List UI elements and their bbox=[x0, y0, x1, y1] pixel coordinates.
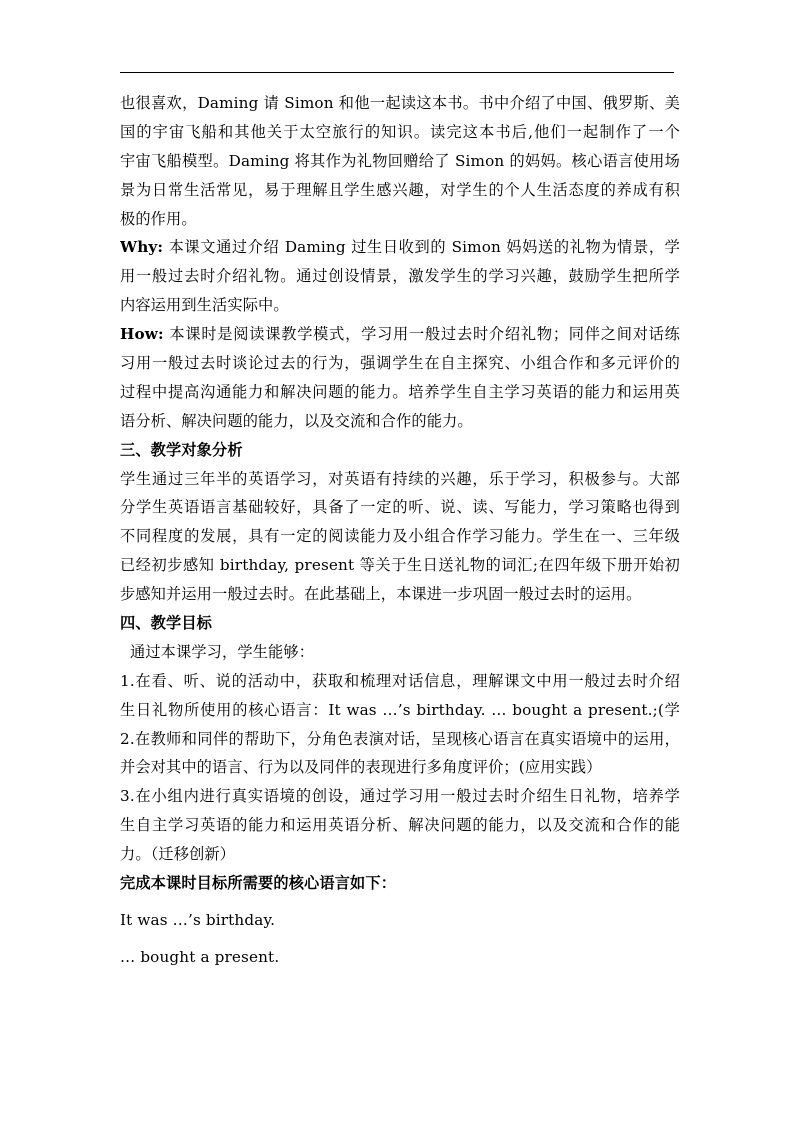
line-text: 国的宇宙飞船和其他关于太空旅行的知识。读完这本书后,他们一起制作了一个 bbox=[120, 122, 680, 141]
section-heading-student-analysis bbox=[120, 436, 680, 465]
line-text: 本课文通过介绍 Daming 过生日收到的 Simon 妈妈送的礼物为情景，学 bbox=[168, 238, 680, 257]
line-text: 力。（迁移创新） bbox=[120, 845, 236, 864]
paragraph-line bbox=[120, 349, 680, 378]
line-text: 学生通过三年半的英语学习，对英语有持续的兴趣，乐于学习，积极参与。大部 bbox=[120, 469, 680, 488]
line-text: … bought a present. bbox=[120, 947, 280, 966]
line-text: 也很喜欢，Daming 请 Simon 和他一起读这本书。书中介绍了中国、俄罗斯、美 bbox=[120, 94, 680, 112]
paragraph-line bbox=[120, 580, 680, 609]
paragraph-line bbox=[120, 205, 680, 234]
paragraph-line bbox=[120, 493, 680, 522]
why-line bbox=[120, 233, 680, 262]
paragraph-line bbox=[120, 291, 680, 320]
goal-line bbox=[120, 667, 680, 696]
line-text: 步感知并运用一般过去时。在此基础上，本课进一步巩固一般过去时的运用。 bbox=[120, 585, 642, 604]
header-rule bbox=[120, 72, 674, 73]
paragraph-line bbox=[120, 465, 680, 494]
spacer bbox=[120, 898, 680, 906]
core-language-heading bbox=[120, 869, 680, 898]
goal-line bbox=[120, 811, 680, 840]
line-text: 2.在教师和同伴的帮助下，分角色表演对话，呈现核心语言在真实语境中的运用， bbox=[120, 729, 680, 748]
line-text: 3.在小组内进行真实语境的创设，通过学习用一般过去时介绍生日礼物，培养学 bbox=[120, 787, 680, 806]
line-text: 内容运用到生活实际中。 bbox=[120, 296, 289, 315]
paragraph-line bbox=[120, 262, 680, 291]
paragraph-line bbox=[120, 378, 680, 407]
line-text: 分学生英语语言基础较好，具备了一定的听、说、读、写能力，学习策略也得到 bbox=[120, 498, 680, 517]
line-text: 不同程度的发展，具有一定的阅读能力及小组合作学习能力。学生在一、三年级 bbox=[120, 527, 680, 546]
paragraph-line bbox=[120, 407, 680, 436]
line-text: 通过本课学习，学生能够： bbox=[130, 642, 315, 661]
paragraph-line bbox=[120, 176, 680, 205]
goal-line bbox=[120, 696, 680, 725]
core-language-line bbox=[120, 943, 680, 972]
line-text: 景为日常生活常见，易于理解且学生感兴趣，对学生的个人生活态度的养成有积 bbox=[120, 180, 680, 199]
line-text: 本课时是阅读课教学模式，学习用一般过去时介绍礼物；同伴之间对话练 bbox=[163, 325, 680, 344]
paragraph-line bbox=[120, 551, 680, 580]
spacer bbox=[120, 935, 680, 943]
line-text: 习用一般过去时谈论过去的行为，强调学生在自主探究、小组合作和多元评价的 bbox=[120, 354, 680, 373]
paragraph-line bbox=[120, 89, 680, 118]
line-text: 生自主学习英语的能力和运用英语分析、解决问题的能力，以及交流和合作的能 bbox=[120, 816, 680, 835]
paragraph-line bbox=[120, 522, 680, 551]
line-text: 宇宙飞船模型。Daming 将其作为礼物回赠给了 Simon 的妈妈。核心语言使用场 bbox=[120, 151, 680, 170]
line-text: 语分析、解决问题的能力，以及交流和合作的能力。 bbox=[120, 411, 473, 430]
intro-line bbox=[120, 638, 680, 667]
line-text: 1.在看、听、说的活动中，获取和梳理对话信息，理解课文中用一般过去时介绍 bbox=[120, 671, 680, 690]
why-label: Why: bbox=[120, 238, 164, 257]
paragraph-line bbox=[120, 118, 680, 147]
document-body bbox=[120, 89, 680, 972]
line-text: 用一般过去时介绍礼物。通过创设情景，激发学生的学习兴趣，鼓励学生把所学 bbox=[120, 267, 680, 286]
line-text: 并会对其中的语言、行为以及同伴的表现进行多角度评价；(应用实践） bbox=[120, 758, 602, 777]
heading-text: 完成本课时目标所需要的核心语言如下： bbox=[120, 874, 397, 893]
line-text: 极的作用。 bbox=[120, 209, 197, 228]
goal-line bbox=[120, 753, 680, 782]
goal-line bbox=[120, 725, 680, 754]
section-heading-teaching-goals bbox=[120, 609, 680, 638]
core-language-line bbox=[120, 906, 680, 935]
how-label: How: bbox=[120, 325, 164, 344]
line-text: 已经初步感知 birthday, present 等关于生日送礼物的词汇;在四年级下册开始初 bbox=[120, 556, 680, 575]
heading-text: 四、教学目标 bbox=[120, 614, 213, 633]
goal-line bbox=[120, 840, 680, 869]
line-text: 过程中提高沟通能力和解决问题的能力。培养学生自主学习英语的能力和运用英 bbox=[120, 382, 680, 401]
heading-text: 三、教学对象分析 bbox=[120, 440, 243, 459]
how-line bbox=[120, 320, 680, 349]
line-text: 生日礼物所使用的核心语言：It was …’s birthday. … bought a present.;(学 bbox=[120, 700, 680, 719]
goal-line bbox=[120, 782, 680, 811]
paragraph-line bbox=[120, 147, 680, 176]
line-text: It was …’s birthday. bbox=[120, 910, 276, 929]
